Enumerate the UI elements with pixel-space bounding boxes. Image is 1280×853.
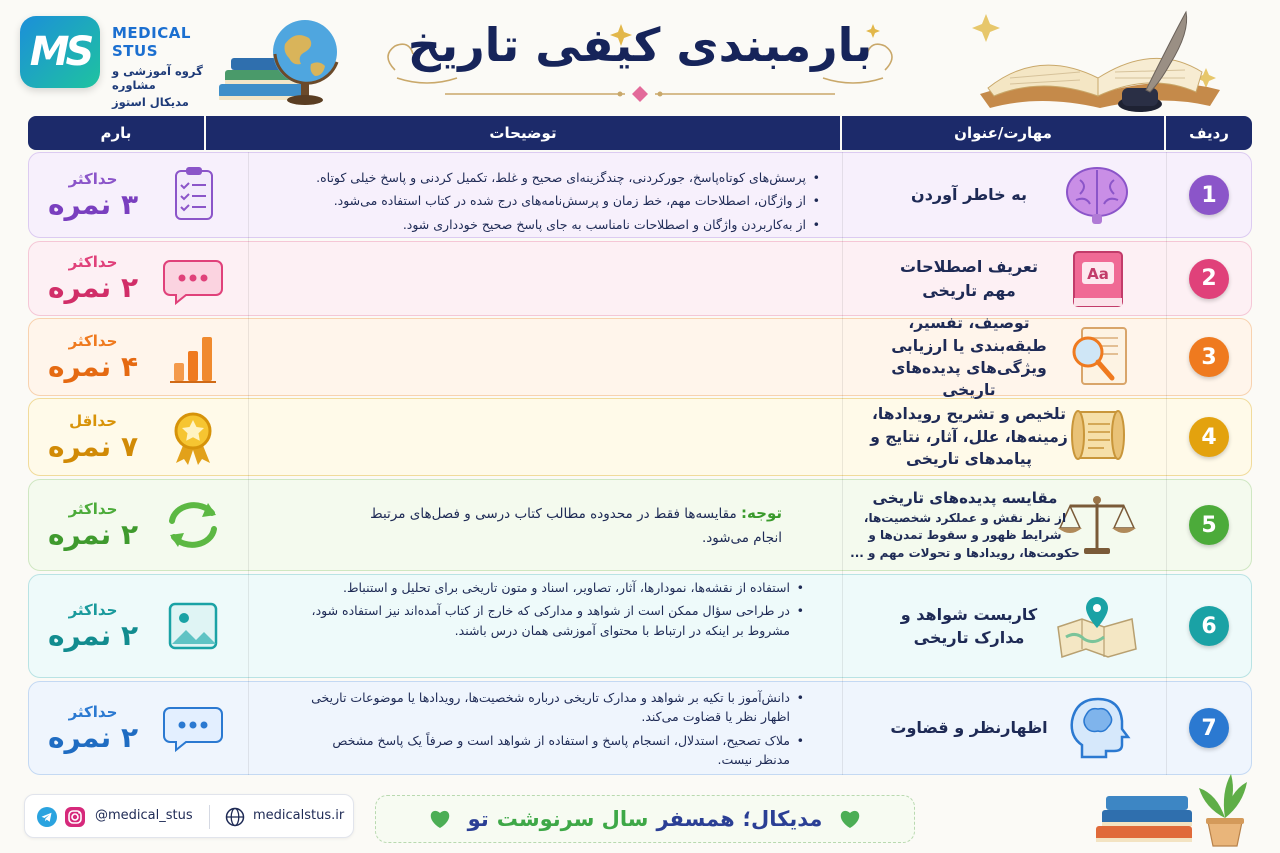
score-cell: [28, 479, 248, 571]
score-cell: [28, 318, 248, 396]
skill-title-line: مهم تاریخی: [922, 280, 1016, 300]
description-cell: [250, 688, 840, 774]
score-value: ۳ نمره: [47, 187, 139, 221]
footer-divider: [209, 805, 210, 829]
globe-web-icon: [225, 807, 245, 827]
row-number-badge: 1: [1189, 175, 1229, 215]
skill-cell: [842, 241, 1164, 316]
row-number-cell: [1166, 398, 1252, 476]
bar-chart-icon: [158, 327, 228, 387]
slogan-part: تو: [467, 807, 489, 831]
skill-title-line: پیامدهای تاریخی: [906, 450, 1032, 469]
description-bullet: • استفاده از نقشه‌ها، نمودارها، آثار، تصاویر، اسناد و متون تاریخی برای تحلیل و استنباط.: [310, 578, 804, 597]
score-value: ۲ نمره: [47, 517, 139, 551]
brand-logo-text: MS: [29, 29, 91, 75]
books-plant-icon: [1092, 770, 1262, 850]
row-number-cell: [1166, 574, 1252, 678]
skill-cell: [842, 681, 1164, 775]
chat-dots-icon: [158, 698, 228, 758]
skill-title-line: تعریف اصطلاحات: [900, 257, 1038, 277]
description-cell: [250, 500, 840, 560]
brand-block: [112, 24, 232, 109]
footer-slogan: [375, 795, 915, 843]
heart-icon: [838, 808, 862, 830]
speech-bubble-icon: [158, 249, 228, 309]
skill-title-line: مدارک تاریخی: [913, 628, 1025, 647]
column-header-description: توضیحات: [206, 116, 840, 150]
skill-cell: [842, 479, 1164, 571]
description-cell: [250, 578, 840, 676]
score-cell: [28, 681, 248, 775]
score-value: ۲ نمره: [47, 720, 139, 754]
skill-subtitle-line: شرایط ظهور و سقوط تمدن‌ها و: [868, 528, 1062, 543]
column-header-row-number: ردیف: [1166, 116, 1252, 150]
clipboard-checklist-icon: [158, 165, 228, 225]
skill-title-line: توصیف، تفسیر،: [908, 314, 1030, 333]
score-value: ۲ نمره: [47, 618, 139, 652]
note-text: انجام می‌شود.: [701, 529, 782, 546]
slogan-part: مدیکال؛: [742, 807, 823, 831]
score-cell: [28, 398, 248, 476]
skill-cell: [842, 314, 1164, 400]
skill-cell: [842, 574, 1164, 678]
description-bullet: • دانش‌آموز با تکیه بر شواهد و مدارک تاریخی درباره شخصیت‌ها، رویدادها یا موضوعات تاریخی اظهار نظر یا قضاوت می‌کند.: [310, 688, 804, 727]
score-label: حداکثر: [68, 702, 118, 721]
score-cell: [28, 152, 248, 238]
description-bullet: • از واژگان، اصطلاحات مهم، خط زمان و پرسش‌نامه‌های درج شده در کتاب استفاده می‌شود.: [270, 191, 820, 210]
brand-name: MEDICAL STUS: [112, 24, 191, 60]
social-handle[interactable]: @medical_stus: [95, 808, 193, 823]
skill-title-line: زمینه‌ها، علل، آثار، نتایج و: [870, 427, 1068, 446]
description-bullet: • پرسش‌های کوتاه‌پاسخ، جورکردنی، چندگزینه‌ای صحیح و غلط، تکمیل کردنی و پاسخ خیلی کوتاه.: [270, 168, 820, 187]
description-bullet: • از به‌کاربردن واژگان و اصطلاحات نامناسب به جای پاسخ صحیح خودداری شود.: [270, 215, 820, 234]
score-label: حداکثر: [68, 499, 118, 518]
medal-icon: [158, 407, 228, 467]
score-value: ۷ نمره: [47, 429, 139, 463]
column-header-score: بارم: [28, 116, 204, 150]
skill-title: به خاطر آوردن: [911, 185, 1027, 205]
skill-title: اظهارنظر و قضاوت: [890, 718, 1048, 738]
note-text: مقایسه‌ها فقط در محدوده مطالب کتاب درسی و فصل‌های مرتبط: [370, 506, 737, 522]
slogan-part: همسفر: [656, 807, 735, 831]
brand-logo: [20, 16, 100, 88]
column-header-skill: مهارت/عنوان: [842, 116, 1164, 150]
skill-title-line: تلخیص و تشریح رویدادها،: [872, 405, 1066, 424]
description-cell-rows-1-2: [250, 168, 840, 308]
score-cell: [28, 574, 248, 678]
row-number-badge: 7: [1189, 708, 1229, 748]
row-number-badge: 2: [1189, 259, 1229, 299]
skill-title-line: مقایسه پدیده‌های تاریخی: [872, 489, 1058, 508]
skill-cell: [842, 398, 1164, 476]
description-bullet: • در طراحی سؤال ممکن است از شواهد و مدارکی که خارج از کتاب آمده‌اند نیز استفاده شود، مشروط بر اینکه در ارتباط با محتوای آموزشی همان درس باشند.: [310, 601, 804, 640]
column-divider: [248, 152, 249, 775]
website-link[interactable]: medicalstus.ir: [253, 808, 345, 823]
heart-icon: [428, 808, 452, 830]
row-number-badge: 4: [1189, 417, 1229, 457]
image-picture-icon: [158, 596, 228, 656]
score-label: حداقل: [69, 411, 117, 430]
skill-title-line: طبقه‌بندی یا ارزیابی: [891, 336, 1047, 355]
skill-subtitle-line: از نظر نقش و عملکرد شخصیت‌ها،: [863, 510, 1067, 525]
score-value: ۴ نمره: [47, 349, 139, 383]
skill-title-line: کاربست شواهد و: [900, 604, 1038, 624]
instagram-icon[interactable]: [65, 807, 85, 827]
row-number-cell: [1166, 681, 1252, 775]
refresh-arrows-icon: [158, 495, 228, 555]
score-label: حداکثر: [68, 169, 118, 188]
row-number-cell: [1166, 241, 1252, 316]
note-label: توجه:: [741, 504, 782, 522]
row-number-badge: 6: [1189, 606, 1229, 646]
score-label: حداکثر: [68, 253, 118, 272]
footer-contact-bar: [24, 794, 354, 838]
description-bullet: • ملاک تصحیح، استدلال، انسجام پاسخ و استفاده از شواهد است و صرفاً یک پاسخ مشخص مدنظر نیست.: [310, 731, 804, 770]
row-number-cell: [1166, 318, 1252, 396]
skill-cell: [842, 152, 1164, 238]
score-value: ۲ نمره: [47, 271, 139, 305]
row-number-badge: 5: [1189, 505, 1229, 545]
globe-books-icon: [215, 14, 345, 110]
skill-title-line: ویژگی‌های پدیده‌های تاریخی: [891, 359, 1047, 400]
row-number-cell: [1166, 152, 1252, 238]
brand-subtitle-2: مدیکال استوز: [112, 95, 189, 109]
row-number-cell: [1166, 479, 1252, 571]
page-title: بارمبندی کیفی تاریخ: [407, 18, 873, 72]
score-label: حداکثر: [68, 600, 118, 619]
open-book-quill-icon: [970, 8, 1230, 118]
svg-text:Aa: Aa: [1087, 264, 1109, 283]
row-number-badge: 3: [1189, 337, 1229, 377]
score-cell: [28, 241, 248, 316]
slogan-part: سال سرنوشت: [496, 807, 649, 831]
brand-subtitle-1: گروه آموزشی و مشاوره: [112, 64, 203, 92]
telegram-icon[interactable]: [37, 807, 57, 827]
score-label: حداکثر: [68, 331, 118, 350]
skill-subtitle-line: حکومت‌ها، رویدادها و تحولات مهم و ...: [850, 545, 1080, 560]
